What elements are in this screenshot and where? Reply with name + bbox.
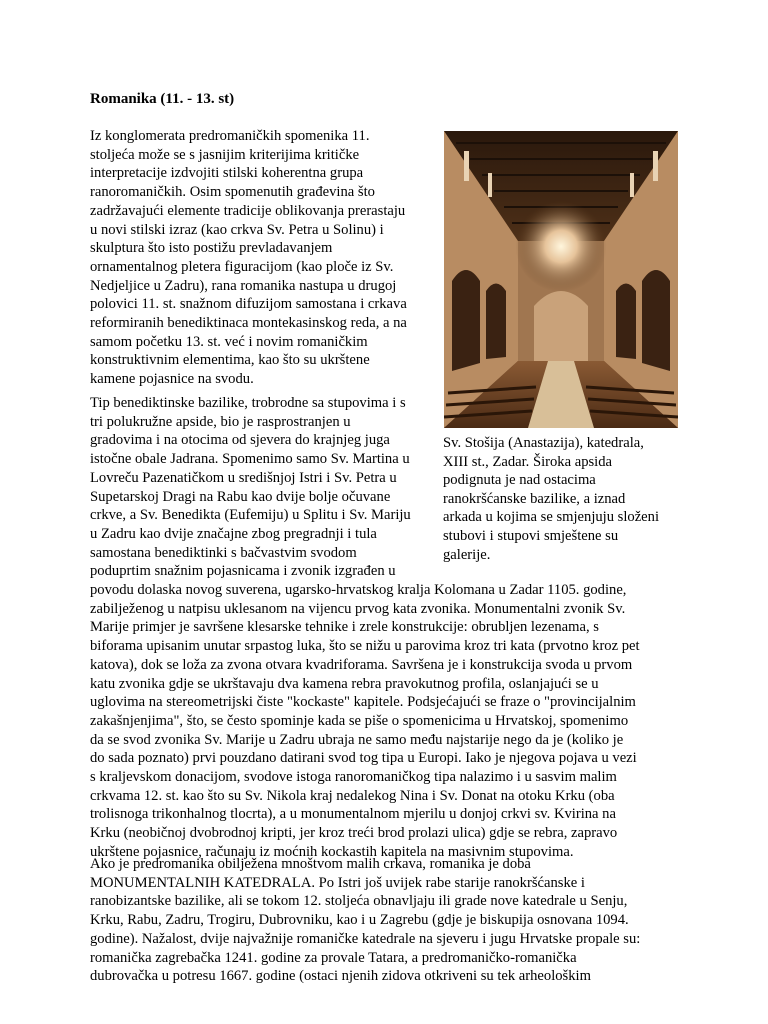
text-line: gradovima i na otocima od sjevera do krajnjeg juga — [90, 432, 390, 449]
text-line: povodu dolaska novog suverena, ugarsko-hrvatskog kralja Kolomana u Zadar 1105. godine, — [90, 582, 627, 599]
text-line: istočne obale Jadrana. Spomenimo samo Sv. Martina u — [90, 451, 410, 468]
text-line: Krku (neobičnoj dvobrodnoj kripti, jer kroz treći brod prolazi ulica) gdje se rebra, zapravo — [90, 825, 618, 842]
text-line: Tip benediktinske bazilike, trobrodne sa stupovima i s — [90, 395, 406, 411]
text-line: konstruktivnim elementima, kao što su ukrštene — [90, 352, 370, 369]
text-line: samom početku 13. st. već i novim romaničkim — [90, 333, 368, 350]
text-line: Iz konglomerata predromaničkih spomenika 11. — [90, 128, 370, 144]
text-line: interpretacije izdvojiti stilski koherentna grupa — [90, 165, 364, 182]
text-line: ranobizantske bazilike, ali se tokom 12. stoljeća obnavljaju ili grade nove katedrale u Senju, — [90, 893, 628, 910]
photo-caption — [443, 434, 659, 564]
text-line: katova), dok se loža za zvona otvara kvadriforama. Savršena je i konstrukcija svoda u prvom — [90, 656, 633, 673]
caption-line: Sv. Stošija (Anastazija), katedrala, — [443, 435, 644, 451]
text-line: stoljeća može se s jasnijim kriterijima kritičke — [90, 146, 360, 163]
text-line: da se svod zvonika Sv. Marije u Zadru ubraja ne samo među najstarije nego da je (koliko je — [90, 731, 624, 748]
text-line: godine). Nažalost, dvije najvažnije romaničke katedrale na sjeveru i jugu Hrvatske propale su: — [90, 930, 641, 947]
text-line: samostana benediktinki s bačvastvim svodom — [90, 544, 357, 561]
text-line: s kraljevskom donacijom, svodove istoga ranoromaničkog tipa nalazimo i u sasvim malim — [90, 769, 617, 786]
caption-line: ranokršćanske bazilike, a iznad — [443, 490, 626, 507]
text-line: katu zvonika gdje se ukrštavaju dva kamena rebra pravokutnog profila, oslanjajući se u — [90, 675, 599, 692]
text-line: reformiranih benediktinaca montekasinskog reda, a na — [90, 315, 407, 332]
text-line: kamene pojasnice na svodu. — [90, 371, 254, 388]
text-line: zadržavajući elemente tradicije oblikovanja prerastaju — [90, 202, 406, 219]
text-line: Nedjeljice u Zadru), rana romanika nastupa u drugoj — [90, 277, 397, 294]
text-line: crkve, a Sv. Benedikta (Eufemiju) u Splitu i Sv. Mariju — [90, 507, 411, 524]
paragraph-3 — [90, 855, 640, 986]
text-line: romanička zagrebačka 1241. godine za provale Tatara, a predromaničko-romanička — [90, 949, 577, 966]
caption-line: arkada u kojima se smjenjuju složeni — [443, 509, 660, 526]
text-line: polovici 11. st. snažnom difuzijom samostana i crkava — [90, 296, 407, 313]
text-line: Krku, Rabu, Zadru, Trogiru, Dubrovniku, kao i u Zagrebu (gdje je biskupija osnovana 1094. — [90, 912, 629, 929]
text-line: dubrovačka u potresu 1667. godine (ostaci njenih zidova otkriveni su tek arheološkim — [90, 968, 591, 985]
text-line: Supetarskoj Dragi na Rabu kao dvije bolje očuvane — [90, 488, 391, 505]
cathedral-photo-drawing — [444, 131, 678, 428]
text-line: poduprtim snažnim pojasnicama i zvonik izgrađen u — [90, 563, 396, 580]
text-line: ranoromaničkih. Osim spomenutih građevina što — [90, 184, 375, 201]
text-line: Ako je predromanika obilježena mnoštvom malih crkava, romanika je doba — [90, 856, 531, 872]
text-line: MONUMENTALNIH KATEDRALA. Po Istri još uvijek rabe starije ranokršćanske i — [90, 874, 585, 891]
text-line: ukrštene pojasnice, računaju iz moćnih kockastih kapitela na masivnim stupovima. — [90, 843, 574, 860]
cathedral-interior-photo — [444, 131, 678, 428]
text-line: skulptura što isto postižu prevladavanjem — [90, 240, 333, 257]
text-line: Marije primjer je savršene klesarske tehnike i zrele konstrukcije: obrubljen lezenama, s — [90, 619, 599, 636]
text-line: Lovreču Pazenatičkom u središnjoj Istri i Sv. Petra u — [90, 469, 397, 486]
document-heading: Romanika (11. - 13. st) — [90, 91, 235, 107]
text-line: trolisnoga trikonhalnog tlocrta), a u monumentalnom mjerilu u donjoj crkvi sv. Kvirina na — [90, 806, 616, 823]
text-line: zabilježenog u natpisu uklesanom na vijencu prvog kata zvonika. Monumentalni zvonik Sv. — [90, 600, 626, 617]
paragraph-1 — [90, 127, 407, 389]
text-line: ornamentalnog pletera figuracijom (kao ploče iz Sv. — [90, 258, 394, 275]
caption-line: galerije. — [443, 546, 491, 563]
text-line: zakašnjenjima", što, se često spominje kada se piše o spomenicima u Hrvatskoj, spomenimo — [90, 712, 629, 729]
text-line: crkvama 12. st. kao što su Sv. Nikola kraj nedalekog Nina i Sv. Donat na otoku Krku (oba — [90, 787, 615, 804]
text-line: u Zadru kao dvije značajne zbog pregradnji i tula — [90, 525, 377, 542]
caption-line: podignuta je nad ostacima — [443, 472, 596, 489]
text-line: do sada poznato) prvi pouzdano datirani svod tog tipa u Europi. Iako je njegova pojava u vezi — [90, 750, 637, 767]
text-line: u novi stilski izraz (kao crkva Sv. Petra u Solinu) i — [90, 221, 384, 238]
text-line: tri polukružne apside, bio je rasprostranjen u — [90, 413, 351, 430]
text-line: biforama upisanim unutar srpastog luka, što se nižu u parovima kroz tri kata (prvotno kroz pet — [90, 638, 640, 655]
caption-line: XIII st., Zadar. Široka apsida — [443, 453, 612, 470]
text-line: uglovima na stereometrijski čiste "kockaste" kapitele. Podsjećajući se fraze o "provincijalnim — [90, 694, 636, 711]
caption-line: stubovi i stupovi smještene su — [443, 527, 619, 544]
